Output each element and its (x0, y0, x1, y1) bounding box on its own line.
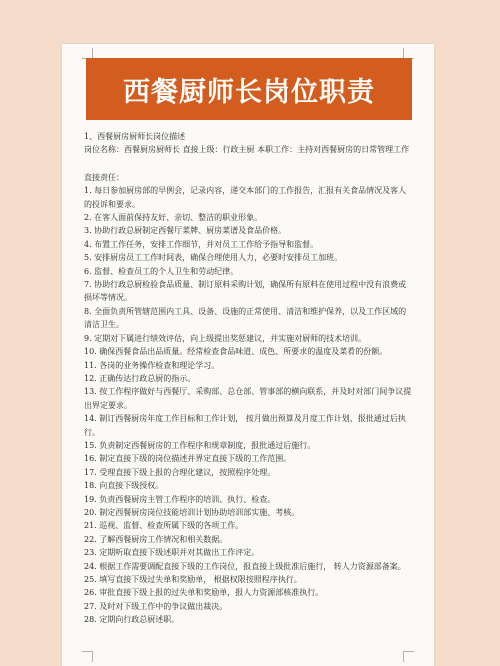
document-page (62, 44, 434, 666)
duty-item: 3. 协助行政总厨制定西餐厅菜牌、厨房菜谱及食品价格。 (84, 226, 287, 236)
duties-heading: 直接责任： (84, 172, 124, 182)
duty-item: 27. 及时对下级工作中的争议做出裁决。 (84, 601, 228, 611)
duty-item: 23. 定期听取直接下级述职并对其做出工作评定。 (84, 548, 260, 558)
duty-item: 17. 受理直接下级上报的合理化建议，按照程序处理。 (84, 467, 276, 477)
duty-item: 18. 向直接下级授权。 (84, 481, 164, 491)
duties-list (84, 184, 414, 626)
section-heading: 1、西餐厨房厨师长岗位描述 (84, 132, 186, 141)
duty-item: 28. 定期向行政总厨述职。 (84, 615, 180, 625)
duty-item: 4. 布置工作任务，安排工作细节，并对员工工作给予指导和监督。 (84, 239, 319, 249)
duty-item: 21. 巡视、监督、检查所属下级的各项工作。 (84, 521, 244, 531)
spacer (84, 157, 414, 171)
duty-item: 9. 定期对下属进行绩效评估，向上级提出奖惩建议，并实施对厨师的技术培训。 (84, 333, 367, 343)
duty-item: 26. 审批直接下级上报的过失单和奖励单，报人力资源部核准执行。 (84, 588, 324, 598)
duty-item: 14. 制订西餐厨房年度工作目标和工作计划， 按月做出预算及月度工作计划，报批通过后执行。 (84, 414, 406, 437)
spacer (84, 116, 414, 130)
duty-item: 24. 根据工作需要调配直接下级的工作岗位，报直接上级批准后施行， 转人力资源部备案。 (84, 561, 406, 571)
duty-item: 1. 每日参加厨房部的早例会，记录内容，递交本部门的工作报告，汇报有关食品情况及客人的投诉和要求。 (84, 186, 407, 209)
duty-item: 16. 制定直接下级的岗位描述并界定直接下级的工作范围。 (84, 454, 292, 464)
duty-item: 15. 负责制定西餐厨房的工作程序和规章制度，报批通过后施行。 (84, 440, 316, 450)
duty-item: 8. 全面负责所管辖范围内工具、设备、设施的正常使用、清洁和维护保养，以及工作区域的清洁卫生。 (84, 306, 407, 330)
duty-item: 7. 协助行政总厨检验食品质量、制订原料采购计划，确保所有原料在使用过程中没有浪费或损坏等情况。 (84, 280, 407, 303)
crop-mark-bottom-right (403, 651, 414, 662)
duty-item: 6. 监督、检查员工的个人卫生和劳动纪律。 (84, 266, 239, 276)
duty-item: 11. 各岗的业务操作检查和理论学习。 (84, 360, 220, 370)
title-banner (86, 58, 412, 120)
duty-item: 10. 确保西餐食品出品质量。经常检查食品味道、成色、所要求的温度及菜肴的份额。 (84, 347, 388, 357)
duty-item: 19. 负责西餐厨房主管工作程序的培训、执行、检查。 (84, 494, 276, 504)
duty-item: 2. 在客人面前保持友好、亲切、整洁的职业形象。 (84, 213, 263, 223)
duty-item: 20. 制定西餐厨房岗位技能培训计划协助培训部实施、考核。 (84, 507, 300, 517)
duty-item: 25. 填写直接下级过失单和奖励单， 根据权限按照程序执行。 (84, 575, 302, 584)
page-title: 西餐厨师长岗位职责 (123, 76, 375, 108)
duty-item: 22. 了解西餐厨房工作情况和相关数据。 (84, 534, 228, 544)
crop-mark-bottom-left (82, 651, 93, 662)
duty-item: 12. 正确传达行政总厨的指示。 (84, 373, 196, 383)
duty-item: 13. 按工作程序做好与西餐厅、采购部、总仓部、管事部的横向联系，并及时对部门间争议提出界定要求。 (84, 387, 412, 410)
duty-item: 5. 安排厨房员工工作时间表，确保合理使用人力，必要时安排员工加班。 (84, 253, 343, 263)
post-info: 岗位名称：西餐厨房厨师长 直接上级：行政主厨 本职工作：主持对西餐厨房的日常管理工作 (84, 145, 410, 155)
document-body (84, 116, 414, 627)
